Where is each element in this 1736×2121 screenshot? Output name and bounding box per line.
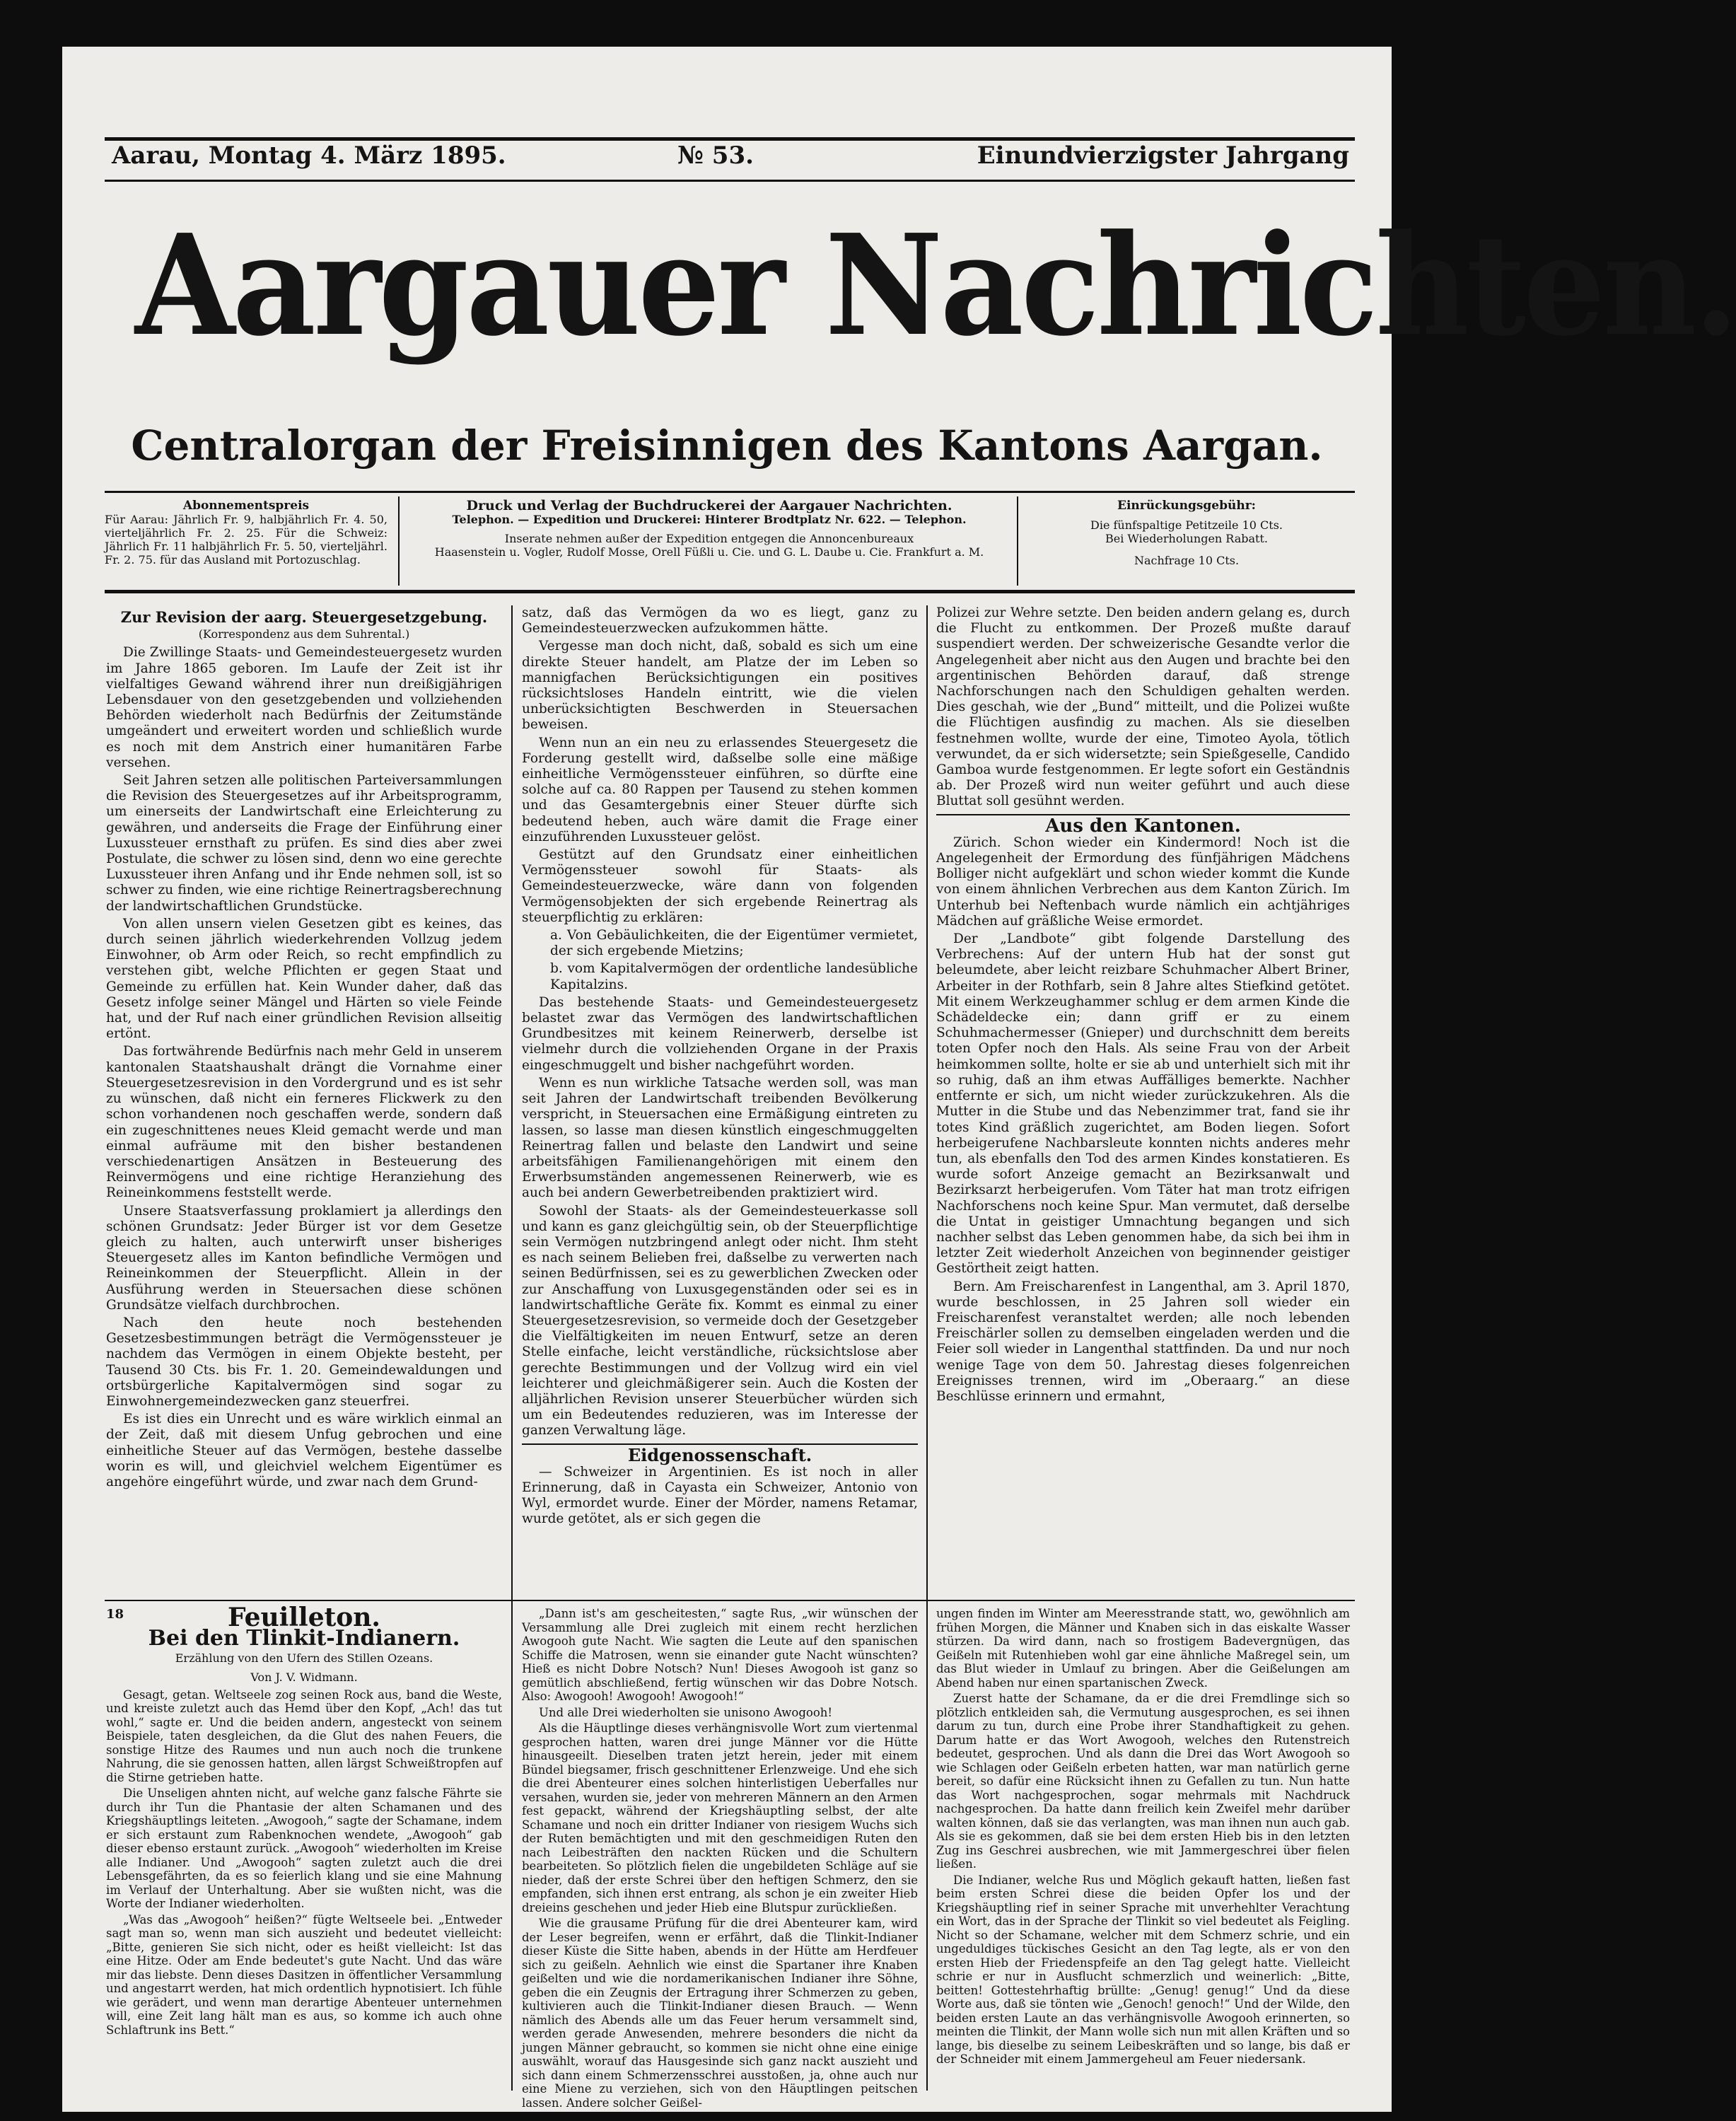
feuilleton-paragraph: „Was das „Awogooh“ heißen?“ fügte Weltseele bei. „Entweder sagt man so, wenn man sich auszieht und bedeutet vielleicht: „Bitte, genieren Sie sich nicht, oder es heißt vielleicht: Ist das eine Hitze. Oder am Ende bedeutet's gute Nacht. Und das wäre mir das liebste. Denn dieses Dasitzen in öffentlicher Versammlung und angestarrt werden, hat mich ordentlich hypnotisiert. Ich fühle wie gerädert, und wenn man derartige Abenteuer unternehmen will, eine Zeit lang hält man es aus, so komme ich auch ohne Schlaftrunk ins Bett.“ [106,1912,502,2037]
newspaper-page [62,47,1736,2112]
fee-line2: Bei Wiederholungen Rabatt. [1105,532,1268,545]
info-divider-1 [398,496,400,586]
col1-paragraph: Nach den heute noch bestehenden Gesetzesbestimmungen beträgt die Vermögenssteuer je nachdem das Vermögen in einem Objekte besteht, per Tausend 30 Cts. bis Fr. 1. 20. Gemeindewaldungen und ortsbürgerliche Kapitalvermögen sind sogar zu Einwohnergemeindezwecken ganz steuerfrei. [106,1315,502,1409]
print-line3: Inserate nehmen außer der Expedition entgegen die Annoncenbureaux [504,532,914,545]
col3-paragraph: Zürich. Schon wieder ein Kindermord! Noch ist die Angelegenheit der Ermordung des fünfjährigen Mädchens Bolliger nicht aufgeklärt und schon wieder kommt die Kunde von einem ähnlichen Verbrechen aus dem Kanton Zürich. Im Unterhub bei Neftenbach wurde nämlich ein achtjähriges Mädchen auf gräßliche Weise ermordet. [936,835,1350,929]
col1-paragraph: Es ist dies ein Unrecht und es wäre wirklich einmal an der Zeit, daß mit diesem Unfug gebrochen und eine einheitliche Steuer auf das Vermögen, bestehe dasselbe worin es will, und gleichviel welchem Eigentümer es angehöre eingeführt würde, und zwar nach dem Grund- [106,1412,502,1489]
article-byline: (Korrespondenz aus dem Suhrental.) [198,627,410,641]
fee-head: Einrückungsgebühr: [1117,499,1256,513]
section-heading-eidgenossenschaft: Eidgenossenschaft. [522,1443,918,1463]
col1-paragraph: Unsere Staatsverfassung proklamiert ja allerdings den schönen Grundsatz: Jeder Bürger ist vor dem Gesetze gleich zu halten, auch unterwirft unser bisheriges Steuergesetz alles im Kanton befindliche Vermögen und Reineinkommen der Steuerpflicht. Allein in der Ausführung werden in Steuersachen diese schönen Grundsätze vielfach durchbrochen. [106,1203,502,1313]
feuilleton-number: 18 [106,1607,124,1622]
masthead-subtitle: Centralorgan der Freisinnigen des Kantons Aargan. [131,422,1323,470]
info-rule-top [105,491,1355,493]
column-2 [522,605,918,1592]
col2-paragraph: Wenn es nun wirkliche Tatsache werden soll, was man seit Jahren der Landwirtschaft treibenden Bevölkerung verspricht, in Steuersachen eine Ermäßigung eintreten zu lassen, so lasse man diesen künstlich eingeschmuggelten Reinertrag fallen und belaste den Landwirt und seine arbeitsfähigen Familienangehörigen mit einem den Erwerbsumständen angemessenen Reinerwerb, wie es auch bei andern Gewerbetreibenden praktiziert wird. [522,1075,918,1201]
feuilleton-paragraph: Gesagt, getan. Weltseele zog seinen Rock aus, band die Weste, und kreiste zuletzt auch das Hemd über den Kopf, „Ach! das tut wohl,“ sagte er. Und die beiden andern, angesteckt von seinem Beispiele, taten desgleichen, da die Glut des nahen Feuers, die sonstige Hitze des Raumes und nun auch noch die trunkene Nahrung, die sie genossen hatten, allen lärgst Schweißtropfen auf die Stirne getrieben hatte. [106,1687,502,1784]
column-3 [936,605,1350,1592]
volume: Einundvierzigster Jahrgang [977,141,1349,170]
col1-paragraph: Seit Jahren setzen alle politischen Parteiversammlungen die Revision des Steuergesetzes auf ihr Arbeitsprogramm, um einerseits der Landwirtschaft eine Erleichterung zu gewähren, und anderseits die Frage der Einführung einer Luxussteuer ernsthaft zu prüfen. Es sind dies aber zwei Postulate, die schwer zu lösen sind, denn wo eine gerechte Luxussteuer ihren Anfang und ihr Ende nehmen soll, ist so schwer zu finden, wie eine richtige Reinertragsberechnung der landwirtschaftlichen Grundstücke. [106,773,502,914]
issue-number: № 53. [677,141,754,170]
subscription-box [105,499,388,584]
feuilleton-paragraph: „Dann ist's am gescheitesten,“ sagte Rus, „wir wünschen der Versammlung alle Drei zugleich mit einem recht herzlichen Awogooh gute Nacht. Wie sagten die Leute auf den spanischen Schiffe die Matrosen, wenn sie einander gute Nacht wünschten? Hieß es nicht Dobre Notsch? Nun! Dieses Awogooh ist ganz so gemütlich abschließend, fertig wünschen wir das Dobre Notsch. Also: Awogooh! Awogooh! Awogooh!“ [522,1607,918,1703]
feuilleton-label: Feuilleton. [228,1603,380,1632]
masthead: Aargauer Nachrichten. [135,204,1736,367]
feuilleton-paragraph: Die Indianer, welche Rus und Möglich gekauft hatten, ließen fast beim ersten Schrei diese die beiden Opfer los und der Kriegshäuptling rief in seiner Sprache mit unverhehlter Verachtung ein Wort, das in der Sprache der Tlinkit so viel bedeutet als Feigling. Nicht so der Schamane, welcher mit dem Schmerz schrie, und ein ungeduldiges tückisches Gesicht an den Tag legte, als er von den ersten Hieb der Friedenspfeife an den Tag gelegt hatte. Vielleicht schrie er nur in Ausflucht schmerzlich und weinerlich: „Bitte, beitten! Gottestehrhaftig brüllte: „Genug! genug!“ Und da diese Worte aus, daß sie tönten wie „Genoch! genoch!“ Und der Wilde, den beiden ersten Laute an das verhängnisvolle Awogooh erinnerten, so meinten die Tlinkit, der Mann wolle sich nun mit allen Kräften und so lange, bis dieselbe zu seinem Leibeskräften und so lange, bis daß er der Schneider mit einem Jammergeheul am Feuer niedersank. [936,1873,1350,2066]
feuilleton-column-3 [936,1607,1350,2088]
print-head: Druck und Verlag der Buchdruckerei der Aargauer Nachrichten. [466,498,953,513]
section-heading-kantonen: Aus den Kantonen. [936,814,1350,834]
col1-paragraph: Das fortwährende Bedürfnis nach mehr Geld in unserem kantonalen Staatshaushalt drängt die Vornahme einer Steuergesetzesrevision in den Vordergrund und es ist sehr zu wünschen, daß nicht ein ferneres Flickwerk zu den schon vorhandenen noch geschaffen werde, sondern daß ein zugeschnittenes neues Kleid gemacht werde und man einmal aufräume mit den bisher bestandenen verschiedenartigen Ansätzen in Besteuerung des Reinvermögens und eine richtige Heranziehung des Reineinkommens feststellt werde. [106,1044,502,1201]
col1-paragraph: Von allen unsern vielen Gesetzen gibt es keines, das durch seinen jährlich wiederkehrenden Vollzug jedem Einwohner, ob Arm oder Reich, so recht empfindlich zu verstehen gibt, welche Pflichten er gegen Staat und Gemeinde zu erfüllen hat. Kein Wunder daher, daß das Gesetz infolge seiner Mängel und Härten so viele Feinde hat, und der Ruf nach einer gründlichen Revision allseitig ertönt. [106,916,502,1042]
top-rule [105,137,1355,141]
col2-paragraph: Gestützt auf den Grundsatz einer einheitlichen Vermögenssteuer sowohl für Staats- als Gemeindesteuerzwecke, wäre dann von folgenden Vermögensobjekten der sich ergebende Reinertrag als steuerpflichtig zu erklären: [522,847,918,925]
column-rule-1 [511,605,513,2091]
article-title: Zur Revision der aarg. Steuergesetzgebung. [120,608,488,626]
col2-list-item: b. vom Kapitalvermögen der ordentliche landesübliche Kapitalzins. [550,961,918,992]
col2-paragraph: Wenn nun an ein neu zu erlassendes Steuergesetz die Forderung gestellt wird, daßselbe solle eine mäßige einheitliche Vermögenssteuer einführen, so dürfte eine solche auf ca. 80 Rappen per Tausend zu stehen kommen und das Gesamtergebnis einer Steuer dürfte sich bedeutend heben, auch wäre damit die Frage einer einzuführenden Luxussteuer gelöst. [522,735,918,844]
col3-paragraph: Polizei zur Wehre setzte. Den beiden andern gelang es, durch die Flucht zu entkommen. Der Prozeß mußte darauf suspendiert werden. Der schweizerische Gesandte verlor die Angelegenheit aber nicht aus den Augen und brachte bei den argentinischen Behörden darauf, daß strenge Nachforschungen nach den Schuldigen gehalten werden. Dies geschah, wie der „Bund“ mitteilt, und die Polizei wußte die Flüchtigen ausfindig zu machen. Als sie dieselben festnehmen wollte, wurde der eine, Timoteo Ayola, tötlich verwundet, da er sich widersetzte; sein Spießgeselle, Candido Gamboa wurde festgenommen. Er legte sofort ein Geständnis ab. Der Prozeß wird nun weiter geführt und auch diese Bluttat soll gesühnt werden. [936,605,1350,809]
col2-paragraph: — Schweizer in Argentinien. Es ist noch in aller Erinnerung, daß in Cayasta ein Schweizer, Antonio von Wyl, ermordet wurde. Einer der Mörder, namens Retamar, wurde getötet, als er sich gegen die [522,1464,918,1527]
info-rule-bottom [105,590,1355,593]
feuilleton-paragraph: Die Unseligen ahnten nicht, auf welche ganz falsche Fährte sie durch ihr Tun die Phantasie der alten Schamanen und des Kriegshäuptlings leiteten. „Awogooh,“ sagte der Schamane, indem er sich erstaunt zum Rabenknochen wendete, „Awogooh“ gab dieser ebenso erstaunt zurück. „Awogooh“ wiederholten im Kreise alle Indianer. Und „Awogooh“ sagten zuletzt auch die drei Lebensgefährten, da es so feierlich klang und sie eine Mahnung im Verlauf der Unterhaltung. Aber sie wußten nicht, was die Worte der Indianer wiederholten. [106,1786,502,1911]
fee-line3: Nachfrage 10 Cts. [1134,554,1240,567]
subscription-head: Abonnementspreis [182,499,310,513]
col1-paragraph: Die Zwillinge Staats- und Gemeindesteuergesetz wurden im Jahre 1865 geboren. Im Laufe der Zeit ist ihr vielfaltiges Gewand während ihrer nun dreißigjährigen Lebensdauer von den gesetzgebenden und vollziehenden Behörden wiederholt nach Bedürfnis der Zeitumstände umgeändert und erweitert worden und schließlich wurde es noch mit dem Anstrich einer humanitären Farbe versehen. [106,645,502,770]
feuilleton-paragraph: ungen finden im Winter am Meeresstrande statt, wo, gewöhnlich am frühen Morgen, die Männer und Knaben sich in das eiskalte Wasser stürzen. Da wird dann, nach so frostigem Badevergnügen, das Geißeln mit Rutenhieben wohl gar eine ähnliche Maßregel sein, um das Blut wieder in Umlauf zu bringen. Aber die Geißelungen am Abend haben nur einen spartanischen Zweck. [936,1607,1350,1690]
dateline [112,141,1349,177]
col2-paragraph: Sowohl der Staats- als der Gemeindesteuerkasse soll und kann es ganz gleichgültig sein, ob der Steuerpflichtige sein Vermögen nutzbringend anlegt oder nicht. Ihm steht es nach seinem Belieben frei, daßselbe zu verwerten nach seinen Bedürfnissen, sei es zu gewerblichen Zwecken oder zur Anschaffung von Luxusgegenständen oder sei es in landwirtschaftliche Geräte fix. Kommt es einmal zu einer Steuergesetzesrevision, so vermeide doch der Gesetzgeber die Vielfältigkeiten im neuen Entwurf, setze an deren Stelle einfache, leicht verständliche, rücksichtslose aber gerechte Bestimmungen und der Vollzug wird ein viel leichterer und gleichmäßigerer sein. Auch die Kosten der alljährlichen Revision unserer Steuerbücher würden sich um ein Bedeutendes reduzieren, was im Interesse der ganzen Verwaltung läge. [522,1203,918,1439]
feuilleton-author: Von J. V. Widmann. [250,1670,358,1684]
fee-box [1027,499,1346,584]
feuilleton-title: Bei den Tlinkit-Indianern. [148,1626,460,1651]
feuilleton-paragraph: Und alle Drei wiederholten sie unisono Awogooh! [539,1705,833,1719]
feuilleton-column-2 [522,1607,918,2110]
feuilleton-paragraph: Wie die grausame Prüfung für die drei Abenteurer kam, wird der Leser begreifen, wenn er erfährt, daß die Tlinkit-Indianer dieser Küste die Sitte haben, abends in der Hütte am Herdfeuer sich zu geißeln. Aehnlich wie einst die Spartaner ihre Knaben geißelten und wie die nordamerikanischen Indianer ihre Söhne, geben die ein Zeugnis der Ertragung ihrer Schmerzen zu geben, kultivieren auch die Tlinkit-Indianer diesen Brauch. — Wenn nämlich des Abends alle um das Feuer herum versammelt sind, werden gerade Anwesenden, mehrere besonders die nicht da jungen Männer gebraucht, so kommen sie nicht ohne eine einige auswählt, worauf das Hausgesinde sich ganz nackt auszieht und sich dann einem Schmerzensschrei ausstoßen, ja, ohne auch nur eine Miene zu verziehen, sich von den Häuptlingen peitschen lassen. Andere solcher Geißel- [522,1917,918,2110]
dateline-rule [105,180,1355,182]
feuilleton-subtitle: Erzählung von den Ufern des Stillen Ozeans. [175,1651,433,1666]
col2-paragraph: Vergesse man doch nicht, daß, sobald es sich um eine direkte Steuer handelt, am Platze der im Leben so mannigfachen Berücksichtigungen ein positives rücksichtsloses Handeln eintritt, wie die vielen unberücksichtigten Beschwerden in Steuersachen beweisen. [522,639,918,733]
print-line2: Telephon. — Expedition und Druckerei: Hinterer Brodtplatz Nr. 622. — Telephon. [452,513,967,526]
column-1 [106,605,502,1592]
col2-paragraph: Das bestehende Staats- und Gemeindesteuergesetz belastet zwar das Vermögen des landwirtschaftlichen Grundbesitzes mit keinem Reinerwerb, derselbe ist vielmehr durch die vollziehenden Organe in der Praxis eingeschmuggelt und bisher nachgeführt worden. [522,994,918,1073]
info-divider-2 [1017,496,1018,586]
feuilleton-paragraph: Als die Häuptlinge dieses verhängnisvolle Wort zum viertenmal gesprochen hatten, waren drei junge Männer vor die Hütte hinausgeeilt. Dieselben traten jetzt herein, jeder mit einem Bündel biegsamer, frisch geschnittener Erlenzweige. Und ehe sich die drei Abenteurer eines solchen hinterlistigen Ueberfalles nur versahen, wurden sie, jeder von mehreren Männern an den Armen fest gepackt, während der Kriegshäuptling selbst, der alte Schamane und noch ein dritter Indianer von riesigem Wuchs sich der Ruten bemächtigten und mit den geschmeidigen Ruten den nach Leibesträften den nackten Rücken und die Schultern bearbeiteten. So plötzlich fielen die ungebildeten Schläge auf sie nieder, daß der erste Schrei über den heftigen Schmerz, den sie empfanden, sich ihnen erst entrang, als schon je ein zweiter Hieb dreieins geschehen und jeder Hieb eine Blutspur zurückließen. [522,1721,918,1914]
feuilleton-rule [105,1600,1355,1601]
print-line4: Haasenstein u. Vogler, Rudolf Mosse, Orell Füßli u. Cie. und G. L. Daube u. Cie. Frankfurt a. M. [434,545,984,559]
subscription-text: Für Aarau: Jährlich Fr. 9, halbjährlich Fr. 4. 50, vierteljährlich Fr. 2. 25. Für die Schweiz: Jährlich Fr. 11 halbjährlich Fr. 5. 50, vierteljährl. Fr. 2. 75. für das Ausland mit Portozuschlag. [105,513,388,566]
col2-paragraph: satz, daß das Vermögen da wo es liegt, ganz zu Gemeindesteuerzwecken aufzukommen hätte. [522,605,918,637]
printing-box [409,499,1010,584]
feuilleton-column-1 [106,1603,502,2088]
col2-list-item: a. Von Gebäulichkeiten, die der Eigentümer vermietet, der sich ergebende Mietzins; [550,928,918,959]
column-rule-2 [926,605,928,2091]
feuilleton-paragraph: Zuerst hatte der Schamane, da er die drei Fremdlinge sich so plötzlich entkleiden sah, die Vermutung ausgesprochen, es sei ihnen darum zu tun, durch eine Probe ihrer Standhaftigkeit zu gehen. Darum hatte er das Wort Awogooh, welches den Rutenstreich bedeutet, gesprochen. Und als dann die Drei das Wort Awogooh so wie Schlagen oder Geißeln erbeten hatten, war man natürlich gerne bereit, so dafür eine Rücksicht ihnen zu Gefallen zu tun. Nun hatte das Wort nachgesprochen, sogar mehrmals mit Nachdruck nachgesprochen. Da hatte dann freilich kein Zweifel mehr darüber walten können, daß sie das verlangten, was man ihnen nun auch gab. Als sie es gekommen, daß sie bei dem ersten Hieb bis in den letzten Zug ins Geschrei ausbrechen, wie mit Jammergeschrei über fielen ließen. [936,1692,1350,1871]
col3-paragraph: Der „Landbote“ gibt folgende Darstellung des Verbrechens: Auf der untern Hub hat der sonst gut beleumdete, aber leicht reizbare Schuhmacher Albert Briner, Arbeiter in der Rothfarb, sein 8 Jahre altes Stiefkind getötet. Mit einem Werkzeughammer schlug er dem armen Kinde die Schädeldecke ein; dann griff er zu einem Schuhmachermesser (Gnieper) und durchschnitt dem bereits toten Opfer noch den Hals. Als seine Frau von der Arbeit heimkommen sollte, holte er sie ab und unterhielt sich mit ihr so ruhig, daß an ihm etwas Auffälliges bemerkte. Nachher entfernte er sich, um nicht wieder zurückzukehren. Als die Mutter in die Stube und das Nebenzimmer trat, fand sie ihr totes Kind gräßlich zugerichtet, am Boden liegen. Sofort herbeigerufene Nachbarsleute konnten nichts anderes mehr tun, als ebenfalls den Tod des armen Kindes konstatieren. Es wurde sofort Anzeige gemacht an Bezirksanwalt und Bezirksarzt herbeigerufen. Vom Täter hat man trotz eifrigen Nachforschens noch keine Spur. Man vermutet, daß derselbe die Untat in geistiger Umnachtung begangen und sich nachher selbst das Leben genommen habe, da sich bei ihm in letzter Zeit wiederholt Anzeichen von beginnender geistiger Gestörtheit zeigt hatten. [936,931,1350,1277]
fee-line1: Die fünfspaltige Petitzeile 10 Cts. [1090,518,1283,532]
col3-paragraph: Bern. Am Freischarenfest in Langenthal, am 3. April 1870, wurde beschlossen, in 25 Jahren soll wieder ein Freischarenfest veranstaltet werden; alle noch lebenden Freischärler sollen zu demselben eingeladen werden und die Feier soll wieder in Langenthal stattfinden. Da und nur noch wenige Tage von dem 50. Jahrestag dieses folgenreichen Ereignisses trennen, wird im „Oberaarg.“ an diese Beschlüsse erinnern und ermahnt, [936,1279,1350,1404]
place-date: Aarau, Montag 4. März 1895. [112,141,506,170]
